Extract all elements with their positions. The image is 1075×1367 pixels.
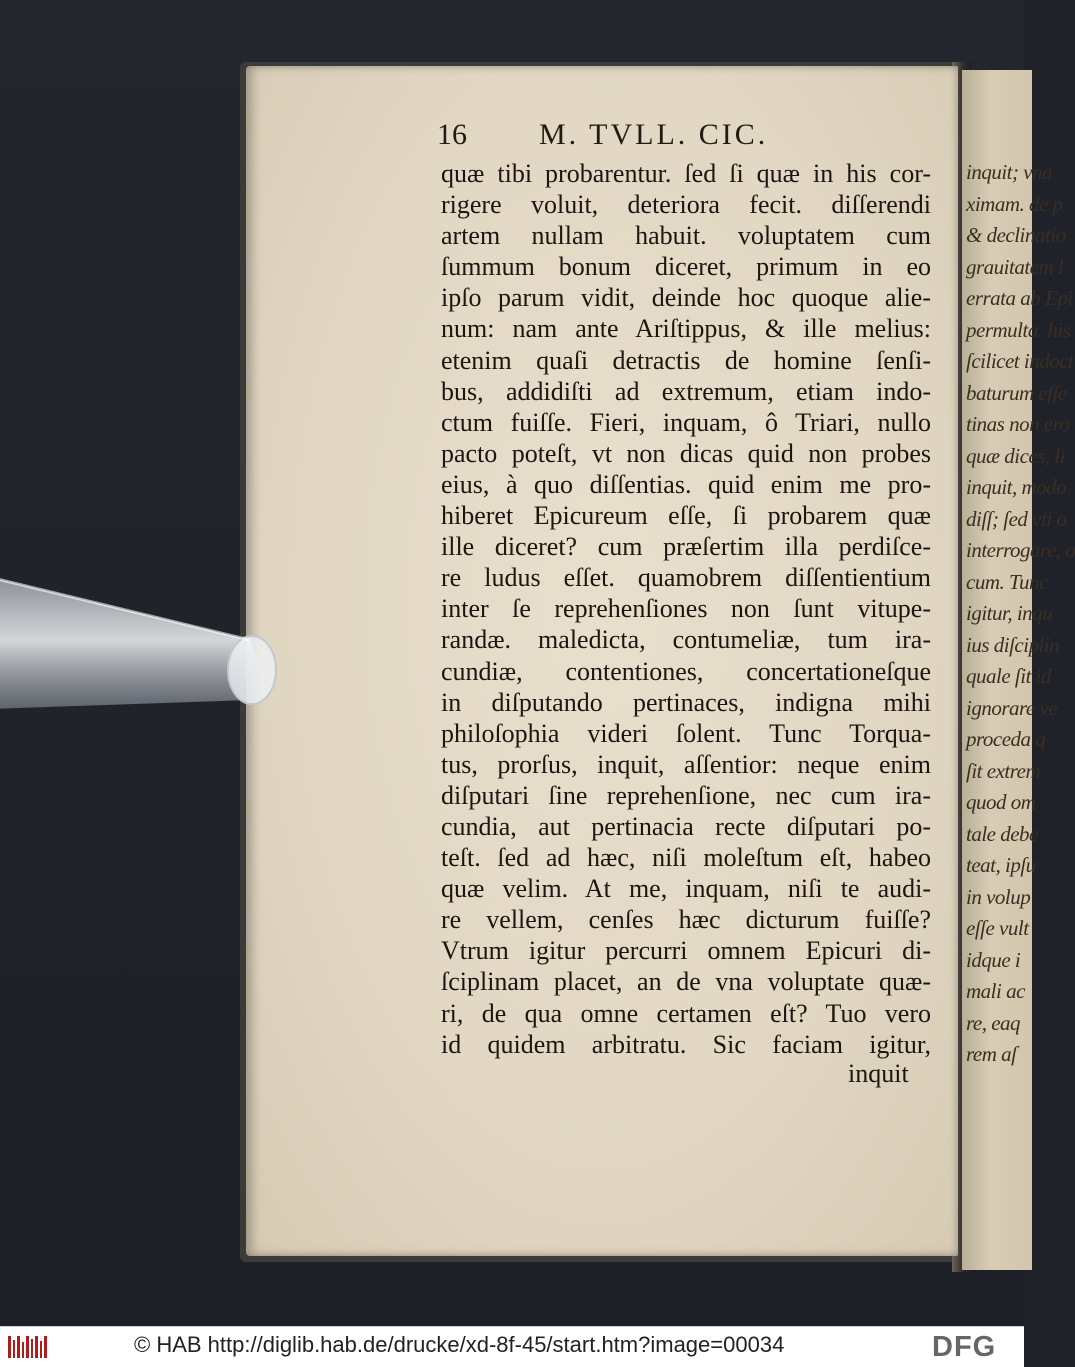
source-url: © HAB http://diglib.hab.de/drucke/xd-8f-45/start.htm?image=00034 xyxy=(134,1332,785,1357)
facing-page-line: inquit; vna xyxy=(966,160,1053,184)
facing-page-line: proceda q xyxy=(966,727,1046,751)
text-line: ſciplinam placet, an de vna voluptate quæ- xyxy=(441,967,931,997)
catchword: inquit xyxy=(848,1059,909,1088)
facing-page-line: & declinatio xyxy=(966,223,1066,247)
text-line: rigere voluit, deteriora fecit. diſſerendi xyxy=(441,190,931,220)
footer-bar xyxy=(0,1326,1024,1367)
facing-page-line: quæ dices, li xyxy=(966,443,1066,468)
facing-page-line: inquit, modo xyxy=(966,475,1067,499)
text-line: randæ. maledicta, contumeliæ, tum ira- xyxy=(441,625,931,655)
text-line: num: nam ante Ariſtippus, & ille melius: xyxy=(441,314,931,344)
facing-page-line: teat, ipſu xyxy=(966,853,1036,877)
facing-page-line: grauitatem l xyxy=(966,254,1064,279)
facing-page-line: quod om xyxy=(966,790,1036,814)
text-line: hiberet Epicureum eſſe, ſi probarem quæ xyxy=(441,501,931,531)
facing-page-line: re, eaq xyxy=(966,1010,1021,1035)
running-head: M. TVLL. CIC. xyxy=(539,118,769,151)
text-line: ſummum bonum diceret, primum in eo xyxy=(441,252,931,282)
text-line: re ludus eſſet. quamobrem diſſentientium xyxy=(441,563,931,593)
page-holder-clip-icon xyxy=(0,560,300,720)
text-line: pacto poteſt, vt non dicas quid non probes xyxy=(441,438,931,468)
facing-page-line: tinas non ero xyxy=(966,412,1070,436)
facing-page-line: diſſ; ſed vti o xyxy=(966,506,1067,531)
facing-page-line: mali ac xyxy=(966,979,1025,1003)
facing-page xyxy=(962,70,1075,1270)
dfg-logo: DFG xyxy=(932,1331,997,1363)
facing-page-line: igitur, inqu xyxy=(966,601,1053,625)
text-line: tus, prorſus, inquit, aſſentior: neque enim xyxy=(441,749,931,779)
facing-page-line: in volup xyxy=(966,884,1031,909)
facing-page-line: ignorare ve xyxy=(966,695,1058,720)
facing-page-line: permulta. his xyxy=(966,317,1071,342)
facing-page-line: cum. Tunc xyxy=(966,569,1048,594)
text-line: inter ſe reprehenſiones non ſunt vitupe- xyxy=(441,594,931,624)
text-line: artem nullam habuit. voluptatem cum xyxy=(441,221,931,251)
text-line: quæ tibi probarentur. ſed ſi quæ in his cor- xyxy=(441,159,931,188)
text-line: ille diceret? cum præſertim illa perdiſce- xyxy=(441,532,931,562)
text-line: ri, de qua omne certamen eſt? Tuo vero xyxy=(441,998,931,1028)
text-line: id quidem arbitratu. Sic faciam igitur, xyxy=(441,1029,931,1059)
folio-number: 16 xyxy=(437,118,467,151)
text-line: ipſo parum vidit, deinde hoc quoque alie- xyxy=(441,283,931,313)
text-line: quæ velim. At me, inquam, niſi te audi- xyxy=(441,874,931,904)
facing-page-line: tale debe xyxy=(966,821,1038,846)
text-line: philoſophia videri ſolent. Tunc Torqua- xyxy=(441,718,931,748)
facing-page-line: eſſe vult xyxy=(966,916,1029,940)
facing-page-line: rem aſ xyxy=(966,1042,1017,1066)
text-line: in diſputando pertinaces, indigna mihi xyxy=(441,687,931,717)
text-line: re vellem, cenſes hæc dicturum fuiſſe? xyxy=(441,905,931,935)
facing-page-line: errata ab Epi xyxy=(966,286,1073,310)
hab-barcode-logo-icon xyxy=(8,1334,48,1360)
text-line: cundiæ, contentiones, concertationeſque xyxy=(441,656,931,686)
facing-page-line: quale ſit id xyxy=(966,664,1051,688)
text-line: diſputari ſine reprehenſione, nec cum ira- xyxy=(441,780,931,810)
text-line: cundia, aut pertinacia recte diſputari po- xyxy=(441,811,931,841)
facing-page-line: ſcilicet indoct xyxy=(966,349,1074,373)
text-line: ctum fuiſſe. Fieri, inquam, ô Triari, nullo xyxy=(441,407,931,437)
facing-page-line: ius diſciplin xyxy=(966,632,1060,657)
text-line: Vtrum igitur percurri omnem Epicuri di- xyxy=(441,936,931,966)
text-block xyxy=(441,158,935,1060)
facing-page-line: baturum eſſe xyxy=(966,380,1067,405)
text-line: etenim quaſi detractis de homine ſenſi- xyxy=(441,345,931,375)
facing-page-line: idque i xyxy=(966,947,1021,972)
text-line: eius, à quo diſſentias. quid enim me pro- xyxy=(441,469,931,499)
facing-page-line: ximam. de p xyxy=(966,191,1063,216)
facing-page-line: ſit extrem xyxy=(966,758,1041,783)
text-line: bus, addidiſti ad extremum, etiam indo- xyxy=(441,376,931,406)
facing-page-line: interrogare, o xyxy=(966,538,1075,562)
text-line: teſt. ſed ad hæc, niſi moleſtum eſt, habeo xyxy=(441,843,931,873)
